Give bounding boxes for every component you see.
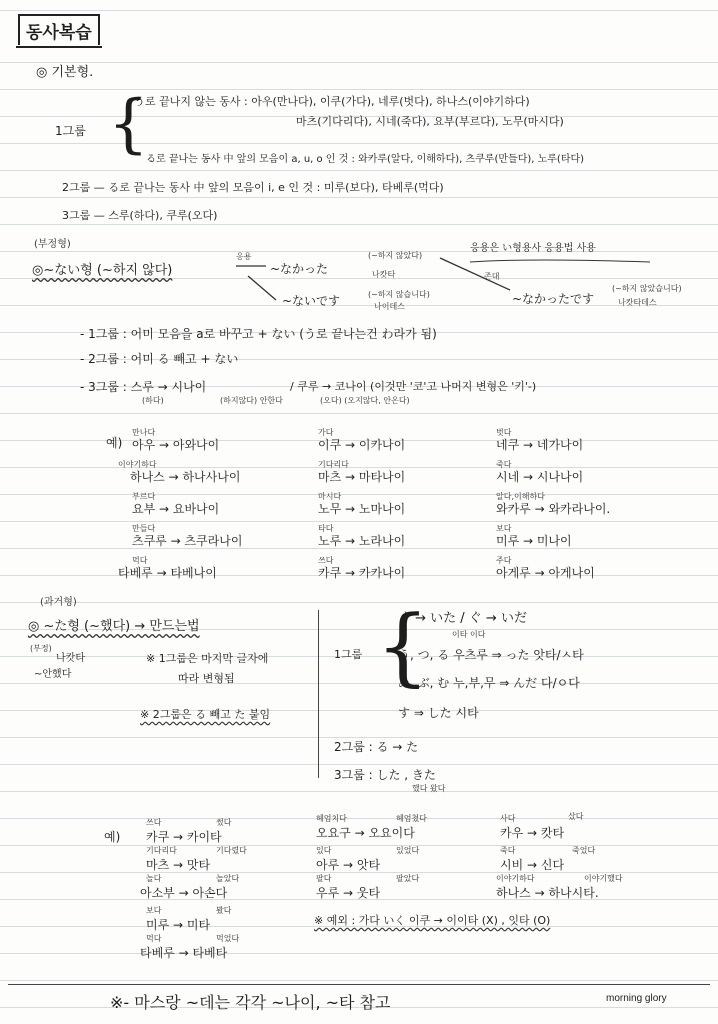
example-text: 아우 → 아와나이 [132, 438, 220, 452]
past-group3-sub: 했다 왔다 [412, 784, 446, 793]
polite-negative-note: (~하지 않습니다) [368, 290, 430, 299]
past-polite-reading: 나캇타데스 [618, 298, 657, 307]
past-example-gloss: 기다리다 [146, 846, 177, 855]
past-tag: (과거형) [40, 597, 77, 608]
past-example-result-gloss: 샀다 [568, 812, 584, 821]
example-gloss: 가다 [318, 428, 334, 437]
i-adjective-note: 응용은 い형용사 응용법 사용 [470, 243, 596, 254]
example-gloss: 타다 [318, 524, 334, 533]
group1-brace: { [108, 87, 149, 161]
negative-rule1: - 1그룹 : 어미 모음을 a로 바꾸고 + ない (う로 끝나는건 わ라가 됨) [80, 327, 437, 341]
negative-rule2: - 2그룹 : 어미 る 빼고 + ない [80, 352, 239, 366]
past-example-result-gloss: 썼다 [216, 818, 232, 827]
past-negative: ~なかった [270, 262, 329, 276]
polite-negative-reading: 나이데스 [374, 302, 405, 311]
past-example-gloss: 쓰다 [146, 818, 162, 827]
past-example-result-gloss: 놀았다 [216, 874, 240, 883]
past-group2: 2그룹 : る → た [334, 740, 419, 754]
past-example-text: 오요구 → 오요이다 [316, 826, 415, 840]
past-example-result-gloss: 헤엄쳤다 [396, 814, 427, 823]
example-gloss: 쓰다 [318, 556, 334, 565]
past-group1-label: 1그룹 [334, 648, 363, 661]
example-gloss: 먹다 [132, 556, 148, 565]
example-gloss: 마시다 [318, 492, 342, 501]
example-text: 와카루 → 와카라나이. [496, 502, 611, 516]
example-text: 하나스 → 하나사나이 [130, 470, 241, 484]
past-example-result-gloss: 봤다 [216, 906, 232, 915]
example-text: 이쿠 → 이카나이 [318, 438, 406, 452]
page-title: 동사복습 [18, 14, 100, 45]
past-example-gloss: 이야기하다 [496, 874, 535, 883]
example-gloss: 만나다 [132, 428, 156, 437]
past-negative-tag: (부정) [30, 644, 52, 653]
example-gloss: 알다,이해하다 [496, 492, 545, 501]
past-example-gloss: 팔다 [316, 874, 332, 883]
past-example-result-gloss: 죽었다 [572, 846, 596, 855]
past-example-gloss: 먹다 [146, 934, 162, 943]
past-example-result-gloss: 기다렸다 [216, 846, 247, 855]
past-negative-reading: 나캇타 [372, 270, 396, 279]
negative-example-label: 예) [106, 436, 123, 450]
past-example-text: 타베루 → 타베타 [140, 946, 228, 960]
example-text: 카쿠 → 카카나이 [318, 566, 406, 580]
past-negative-note: (~하지 않았다) [368, 251, 423, 260]
past-heading: ◎ ~た형 (~했다) → 만드는법 [28, 619, 200, 634]
group3-line: 3그룹 — 스루(하다), 쿠루(오다) [62, 209, 218, 222]
example-text: 마츠 → 마타나이 [318, 470, 406, 484]
example-gloss: 죽다 [496, 460, 512, 469]
past-example-text: 카쿠 → 카이타 [146, 830, 222, 844]
past-exception-note: ※ 예외 : 가다 いく 이쿠 → 이이타 (X) , 잇타 (O) [314, 914, 551, 927]
footer-note: ※- 마스랑 ~데는 각각 ~나이, ~타 참고 [110, 993, 391, 1012]
past-note1: ※ 1그룹은 마지막 글자에 [146, 652, 269, 665]
negative-rule3-a-sub1: (하다) [142, 396, 164, 405]
example-gloss: 보다 [496, 524, 512, 533]
past-polite-negative: ~なかったです [512, 292, 595, 306]
past-example-text: 우루 → 웃타 [316, 886, 381, 900]
past-example-text: 마츠 → 맛타 [146, 858, 211, 872]
past-note3: ※ 2그룹은 る 빼고 た 붙임 [140, 708, 271, 721]
polite-negative: ~ないです [282, 294, 341, 308]
example-text: 네쿠 → 네가나이 [496, 438, 584, 452]
past-example-label: 예) [104, 830, 121, 844]
past-group3: 3그룹 : した , きた [334, 768, 436, 782]
example-text: 요부 → 요바나이 [132, 502, 220, 516]
example-text: 미루 → 미나이 [496, 534, 572, 548]
past-negative-text: 나캇타 [56, 653, 85, 664]
group1-line2: 마츠(기다리다), 시네(죽다), 요부(부르다), 노무(마시다) [296, 115, 564, 128]
group1-label: 1그룹 [55, 124, 86, 138]
example-gloss: 기다리다 [318, 460, 349, 469]
example-text: 츠쿠루 → 츠쿠라나이 [132, 534, 243, 548]
past-rule3: ぬ, ぶ, む 누,부,무 ⇒ んだ 다/ㅇ다 [398, 676, 580, 690]
past-example-result-gloss: 있었다 [396, 846, 420, 855]
negative-rule3-a-sub2: (하지않다) 안한다 [220, 396, 283, 405]
example-gloss: 부르다 [132, 492, 156, 501]
group1-line1: う로 끝나지 않는 동사 : 아우(만나다), 이쿠(가다), 네루(벗다), 하나스(이야기하다) [134, 95, 530, 108]
past-example-gloss: 헤엄치다 [316, 814, 347, 823]
past-example-text: 카우 → 캇타 [500, 826, 565, 840]
past-rule4: す ⇒ した 시타 [398, 706, 479, 720]
past-example-text: 미루 → 미타 [146, 918, 211, 932]
past-example-text: 아소부 → 아손다 [140, 886, 228, 900]
past-divider [318, 610, 319, 778]
past-rule1: く → いた / ぐ → いだ [398, 611, 527, 626]
past-example-gloss: 있다 [316, 846, 332, 855]
past-example-gloss: 보다 [146, 906, 162, 915]
group2-line: 2그룹 — る로 끝나는 동사 中 앞의 모음이 i, e 인 것 : 미루(보다), 타베루(먹다) [62, 181, 444, 194]
example-gloss: 주다 [496, 556, 512, 565]
group1-line3: る로 끝나는 동사 中 앞의 모음이 a, u, o 인 것 : 와카루(알다, 이해하다), 츠쿠루(만들다), 노루(타다) [146, 154, 585, 165]
example-text: 타베루 → 타베나이 [118, 566, 217, 580]
past-example-text: 하나스 → 하나시타. [496, 886, 599, 900]
past-example-result-gloss: 이야기했다 [584, 874, 623, 883]
past-rule1-sub: 이타 이다 [452, 630, 486, 639]
past-example-result-gloss: 먹었다 [216, 934, 240, 943]
example-text: 노무 → 노마나이 [318, 502, 406, 516]
group1-past-brace: { [376, 597, 430, 695]
past-example-text: 아루 → 앗타 [316, 858, 381, 872]
negative-rule3-b: / 쿠루 → 코나이 (이것만 '코'고 나머지 변형은 '키'-) [290, 380, 537, 393]
negative-rule3-a: - 3그룹 : 스루 → 시나이 [80, 380, 207, 394]
negative-rule3-b-sub: (오다) (오지않다, 안온다) [320, 396, 410, 405]
past-polite-note: (~하지 않았습니다) [612, 284, 682, 293]
past-note2: 따라 변형됨 [178, 672, 235, 685]
negative-heading: ◎~ない형 (~하지 않다) [32, 263, 173, 278]
past-rule2: う, つ, る 우츠루 ⇒ った 앗타/ㅅ타 [398, 648, 584, 662]
example-text: 시네 → 시나나이 [496, 470, 584, 484]
example-gloss: 벗다 [496, 428, 512, 437]
past-negative-gloss: ~안했다 [34, 669, 72, 680]
past-example-result-gloss: 팔았다 [396, 874, 420, 883]
example-gloss: 이야기하다 [118, 460, 157, 469]
basic-heading: ◎ 기본형. [36, 65, 94, 80]
example-text: 노루 → 노라나이 [318, 534, 406, 548]
past-example-gloss: 놀다 [146, 874, 162, 883]
brand-logo: morning glory [606, 993, 667, 1004]
honor-label: 존대 [484, 272, 500, 281]
footer-rule [8, 984, 710, 985]
example-gloss: 만들다 [132, 524, 156, 533]
apply-label: 응용 [236, 252, 252, 261]
past-example-text: 시비 → 신다 [500, 858, 565, 872]
past-example-gloss: 죽다 [500, 846, 516, 855]
negative-tag: (부정형) [34, 239, 71, 250]
past-example-gloss: 사다 [500, 814, 516, 823]
example-text: 아게루 → 아게나이 [496, 566, 595, 580]
